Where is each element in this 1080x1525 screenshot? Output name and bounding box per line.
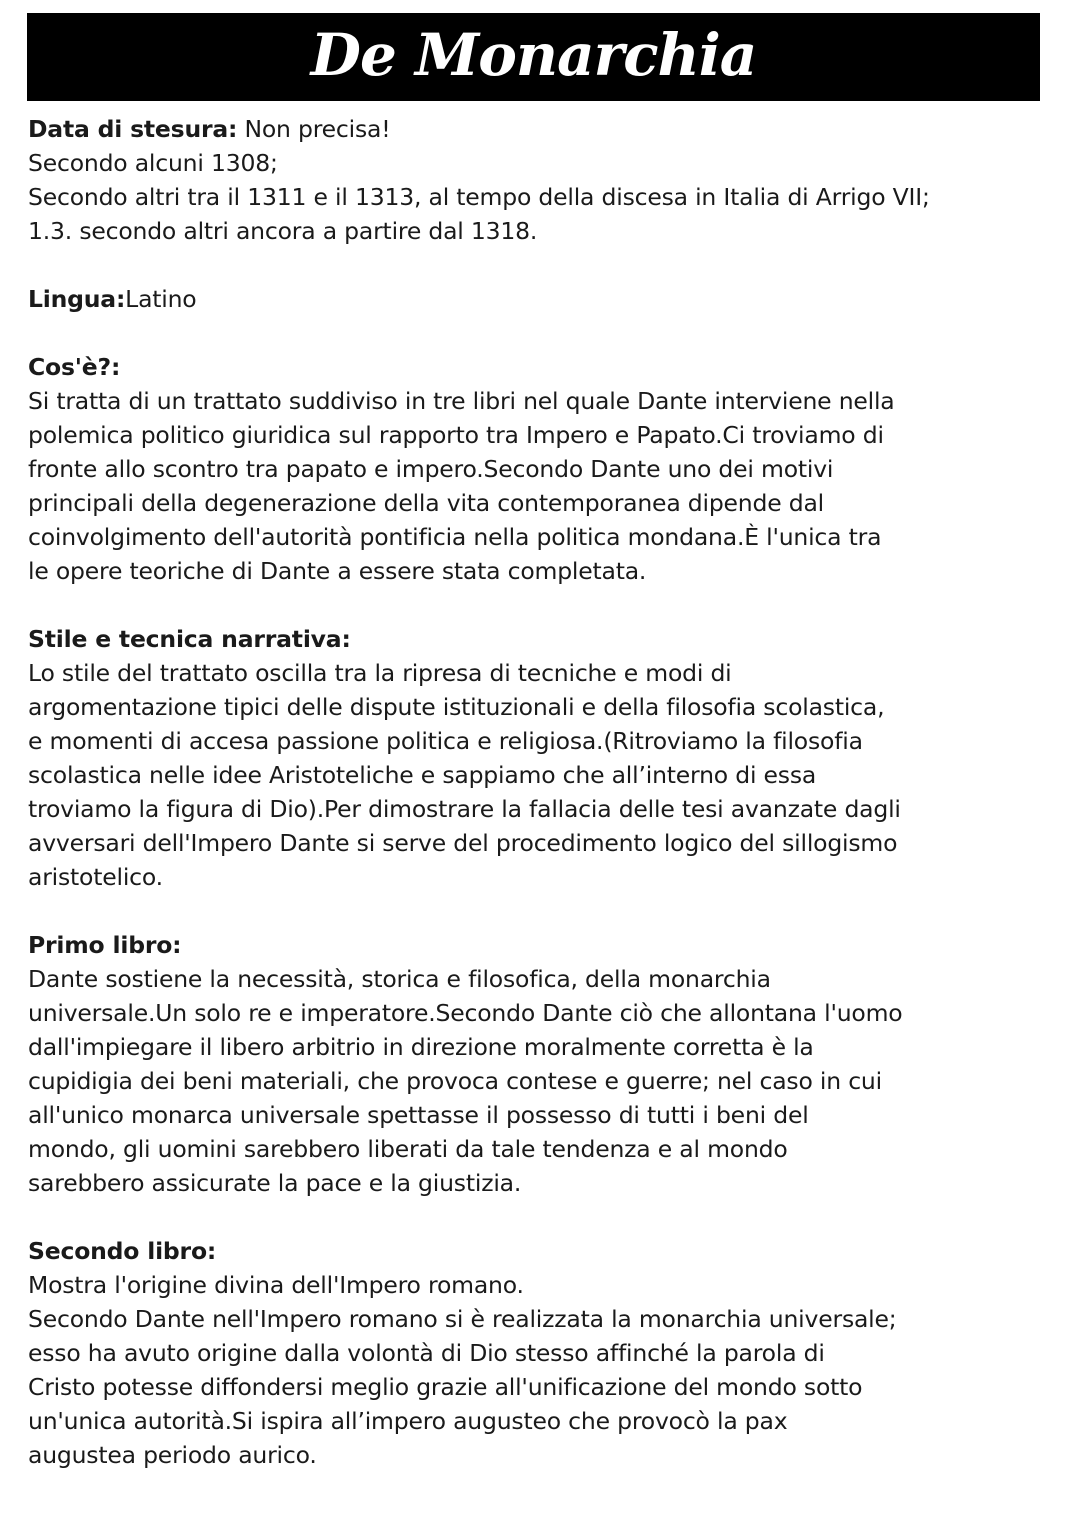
page-title: De Monarchia [310, 21, 757, 89]
data-stesura-heading-line [28, 112, 1058, 146]
primo-libro-line: universale.Un solo re e imperatore.Secondo Dante ciò che allontana l'uomo [28, 999, 903, 1027]
stile-label: Stile e tecnica narrativa: [28, 625, 351, 653]
cose-line: principali della degenerazione della vita contemporanea dipende dal [28, 489, 824, 517]
cose-line: Si tratta di un trattato suddiviso in tre libri nel quale Dante interviene nella [28, 387, 895, 415]
cose-line: polemica politico giuridica sul rapporto tra Impero e Papato.Ci troviamo di [28, 421, 884, 449]
primo-libro-label: Primo libro: [28, 931, 182, 959]
data-stesura-value: Non precisa! [237, 115, 391, 143]
lingua-value: Latino [125, 285, 197, 313]
data-stesura-label: Data di stesura: [28, 115, 238, 143]
data-stesura-line: Secondo altri tra il 1311 e il 1313, al tempo della discesa in Italia di Arrigo VII; [28, 183, 930, 211]
section-primo-libro [28, 928, 1058, 1200]
secondo-libro-line: Secondo Dante nell'Impero romano si è realizzata la monarchia universale; [28, 1305, 897, 1333]
secondo-libro-label: Secondo libro: [28, 1237, 217, 1265]
document-body [28, 112, 1058, 1506]
stile-line: aristotelico. [28, 863, 163, 891]
primo-libro-line: cupidigia dei beni materiali, che provoca contese e guerre; nel caso in cui [28, 1067, 882, 1095]
primo-libro-line: sarebbero assicurate la pace e la giustizia. [28, 1169, 522, 1197]
stile-line: argomentazione tipici delle dispute istituzionali e della filosofia scolastica, [28, 693, 885, 721]
stile-line: troviamo la figura di Dio).Per dimostrare la fallacia delle tesi avanzate dagli [28, 795, 901, 823]
stile-line: avversari dell'Impero Dante si serve del procedimento logico del sillogismo [28, 829, 898, 857]
primo-libro-line: mondo, gli uomini sarebbero liberati da tale tendenza e al mondo [28, 1135, 788, 1163]
cose-label: Cos'è?: [28, 353, 121, 381]
section-lingua [28, 282, 1058, 316]
cose-line: fronte allo scontro tra papato e impero.Secondo Dante uno dei motivi [28, 455, 834, 483]
section-secondo-libro [28, 1234, 1058, 1472]
secondo-libro-line: Mostra l'origine divina dell'Impero romano. [28, 1271, 524, 1299]
primo-libro-line: Dante sostiene la necessità, storica e filosofica, della monarchia [28, 965, 771, 993]
stile-line: Lo stile del trattato oscilla tra la ripresa di tecniche e modi di [28, 659, 732, 687]
secondo-libro-line: esso ha avuto origine dalla volontà di Dio stesso affinché la parola di [28, 1339, 825, 1367]
secondo-libro-line: augustea periodo aurico. [28, 1441, 317, 1469]
lingua-label: Lingua: [28, 285, 126, 313]
title-banner [27, 13, 1040, 101]
primo-libro-line: dall'impiegare il libero arbitrio in direzione moralmente corretta è la [28, 1033, 814, 1061]
cose-line: coinvolgimento dell'autorità pontificia nella politica mondana.È l'unica tra [28, 523, 882, 551]
section-data-stesura [28, 112, 1058, 248]
stile-line: scolastica nelle idee Aristoteliche e sappiamo che all’interno di essa [28, 761, 817, 789]
secondo-libro-line: un'unica autorità.Si ispira all’impero augusteo che provocò la pax [28, 1407, 788, 1435]
secondo-libro-line: Cristo potesse diffondersi meglio grazie all'unificazione del mondo sotto [28, 1373, 863, 1401]
cose-line: le opere teoriche di Dante a essere stata completata. [28, 557, 647, 585]
data-stesura-line: 1.3. secondo altri ancora a partire dal 1318. [28, 217, 538, 245]
lingua-line [28, 282, 1058, 316]
data-stesura-line: Secondo alcuni 1308; [28, 149, 278, 177]
section-cose [28, 350, 1058, 588]
stile-line: e momenti di accesa passione politica e religiosa.(Ritroviamo la filosofia [28, 727, 863, 755]
primo-libro-line: all'unico monarca universale spettasse il possesso di tutti i beni del [28, 1101, 809, 1129]
section-stile [28, 622, 1058, 894]
